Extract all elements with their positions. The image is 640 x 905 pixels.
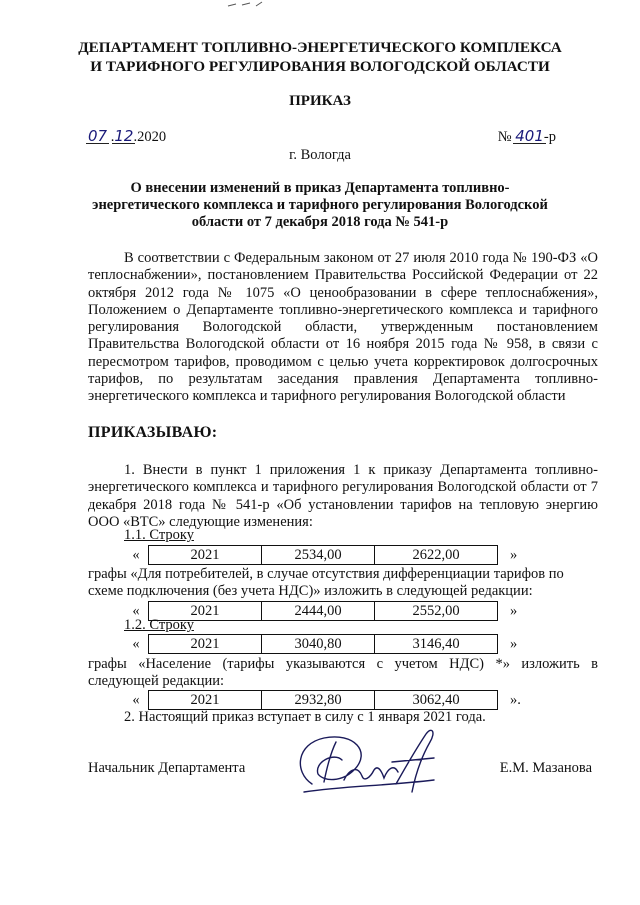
cell-year: 2021 [149,602,262,620]
cell-value-1: 2444,00 [262,602,375,620]
date-year: .2020 [133,129,167,145]
department-line-1: ДЕПАРТАМЕНТ ТОПЛИВНО-ЭНЕРГЕТИЧЕСКОГО КОМПЛЕКСА [78,39,562,56]
cell-year: 2021 [149,546,262,564]
signatory-name: Е.М. Мазанова [499,760,592,776]
subject-line-2: энергетического комплекса и тарифного регулирования Вологодской [92,197,548,213]
subject-line-1: О внесении изменений в приказ Департамента топливно- [130,180,510,196]
order-number [498,127,556,146]
item-1-2-label: 1.2. Строку [124,617,194,633]
item-1-1-column-text: графы «Для потребителей, в случае отсутствия дифференциации тарифов по схеме подключения (без учета НДС)» изложить в следующей редакции: [88,566,564,599]
signatory-position: Начальник Департамента [88,760,246,776]
city: г. Вологда [289,147,351,163]
item-1-1-label: 1.1. Строку [124,527,194,543]
table-row-1-1-new: « 2021 2444,00 2552,00 » [132,602,518,619]
subject-line-3: области от 7 декабря 2018 года № 541-р [191,214,449,230]
date-day: 07 [88,127,108,145]
order-directive: ПРИКАЗЫВАЮ: [88,424,218,441]
cell-value-2: 2552,00 [412,603,460,619]
table-row-1-2-old: « 2021 3040,80 3146,40 » [132,635,518,652]
document-type: ПРИКАЗ [289,93,351,109]
cell-value-1: 2534,00 [262,546,375,564]
table-row-1-2-new: « 2021 2932,80 3062,40 ». [132,691,521,708]
order-subject [90,180,550,231]
table-row-1-1-old: « 2021 2534,00 2622,00 » [132,546,518,563]
cell-value-2: 3062,40 [412,692,460,708]
cell-value-2: 3146,40 [412,636,460,652]
item-1-text: 1. Внести в пункт 1 приложения 1 к приказу Департамента топливно-энергетического комплекса и тарифного регулирования Вологодской области от 7 декабря 2018 года № 541-р «Об установлении тарифов на тепловую энергию ООО «ВТС» следующие изменения: [88,462,598,530]
cell-value-1: 2932,80 [262,691,375,709]
cell-year: 2021 [149,635,262,653]
preamble-paragraph: В соответствии с Федеральным законом от 27 июля 2010 года № 190-ФЗ «О теплоснабжении», постановлением Правительства Российской Федерации от 22 октября 2012 года № 1075 «О ценообразовании в сфере теплоснабжения», Положением о Департаменте топливно-энергетического комплекса и тарифного регулирования Вологодской области, утвержденным постановлением Правительства Вологодской области от 16 ноября 2015 года № 958, в связи с пересмотром тарифов, проводимом с целью учета корректировок долгосрочных тарифов, по результатам заседания правления Департамента топливно-энергетического комплекса и тарифного регулирования Вологодской области [88,250,598,405]
scan-mark-icon [226,0,266,8]
item-1-2-column-text: графы «Население (тарифы указываются с учетом НДС) *» изложить в следующей редакции: [88,656,598,689]
number-prefix: № [497,129,512,145]
item-2-text: 2. Настоящий приказ вступает в силу с 1 января 2021 года. [124,709,486,725]
date-month: 12 [114,127,134,145]
cell-value-1: 3040,80 [262,635,375,653]
number-value: 401 [515,127,544,145]
handwritten-signature-icon [284,722,454,802]
department-line-2: И ТАРИФНОГО РЕГУЛИРОВАНИЯ ВОЛОГОДСКОЙ ОБЛАСТИ [90,58,550,75]
department-header [60,38,580,76]
cell-year: 2021 [149,691,262,709]
order-date: 07 .12.2020 [88,127,167,145]
number-suffix: -р [543,129,556,145]
cell-value-2: 2622,00 [412,547,460,563]
